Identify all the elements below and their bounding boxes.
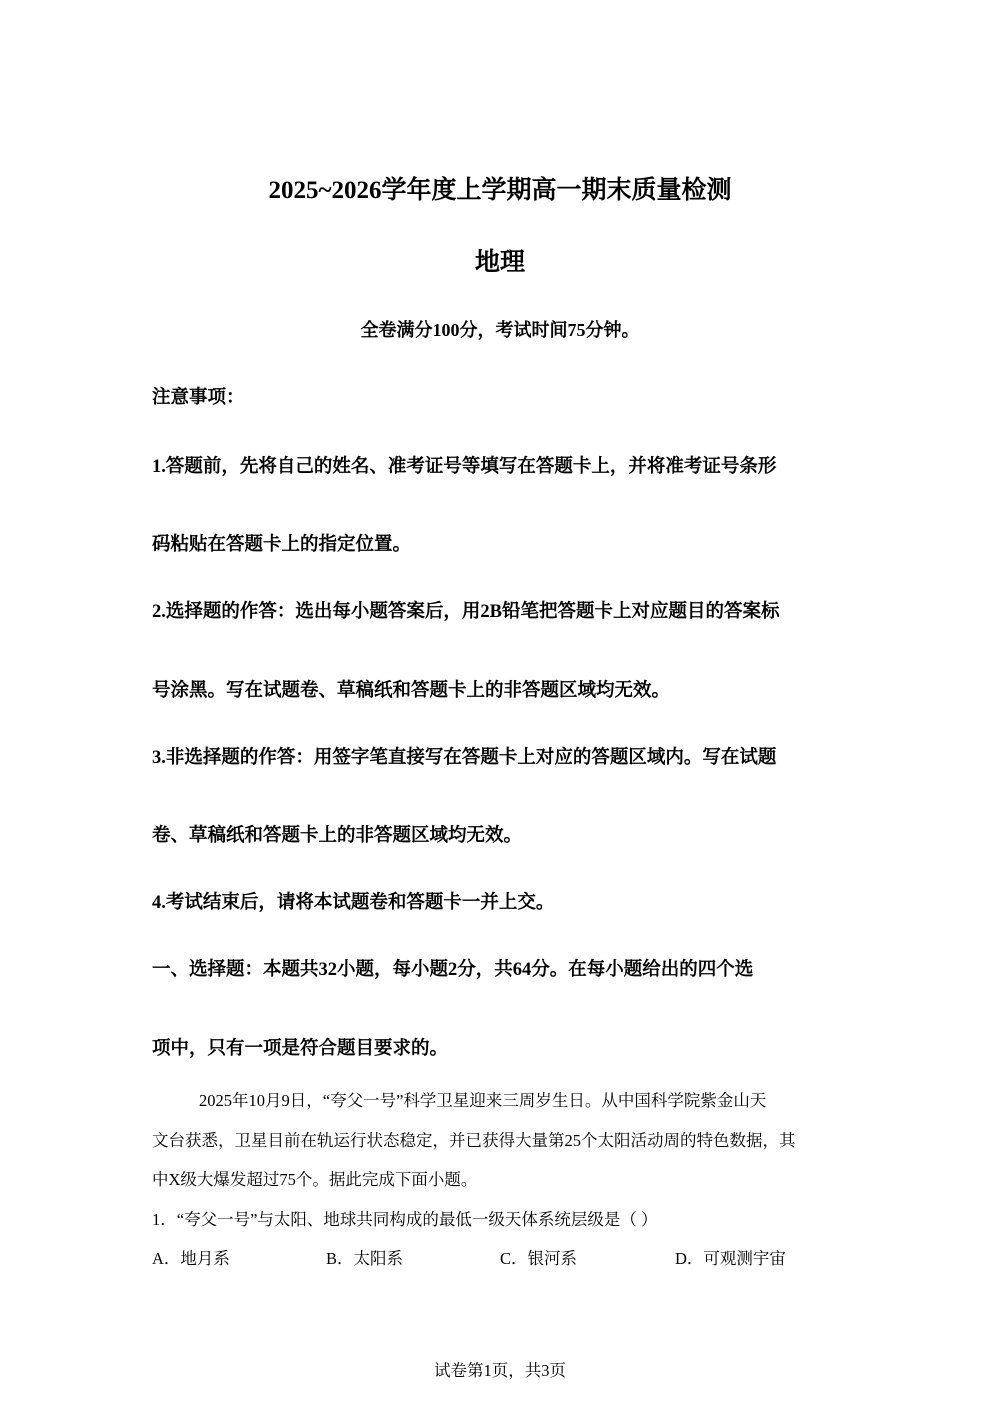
- subject-title: 地理: [474, 249, 525, 276]
- passage-line-1: 2025年10月9日，“夸父一号”科学卫星迎来三周岁生日。从中国科学院紫金山天: [199, 1091, 767, 1110]
- note-1-line-2: 码粘贴在答题卡上的指定位置。: [152, 535, 412, 555]
- score-time-info: 全卷满分100分，考试时间75分钟。: [360, 320, 640, 340]
- notes-heading: 注意事项：: [152, 388, 245, 408]
- section-1-heading-line-2: 项中，只有一项是符合题目要求的。: [152, 1039, 449, 1059]
- passage-line-2: 文台获悉，卫星目前在轨运行状态稳定，并已获得大量第25个太阳活动周的特色数据，其: [152, 1131, 796, 1150]
- note-4: 4.考试结束后，请将本试题卷和答题卡一并上交。: [152, 893, 555, 913]
- question-1-option-c: C．银河系: [500, 1249, 578, 1268]
- note-1-line-1: 1.答题前，先将自己的姓名、准考证号等填写在答题卡上，并将准考证号条形: [152, 457, 777, 477]
- question-1-option-a: A．地月系: [152, 1249, 230, 1268]
- note-3-line-1: 3.非选择题的作答：用签字笔直接写在答题卡上对应的答题区域内。写在试题: [152, 748, 777, 768]
- exam-title: 2025~2026学年度上学期高一期末质量检测: [268, 177, 732, 204]
- question-1-option-d: D．可观测宇宙: [675, 1249, 786, 1268]
- section-1-heading-line-1: 一、选择题：本题共32小题，每小题2分，共64分。在每小题给出的四个选: [152, 960, 754, 980]
- question-1-option-b: B．太阳系: [326, 1249, 404, 1268]
- note-3-line-2: 卷、草稿纸和答题卡上的非答题区域均无效。: [152, 826, 523, 846]
- page-footer: 试卷第1页，共3页: [434, 1361, 566, 1380]
- note-2-line-2: 号涂黑。写在试题卷、草稿纸和答题卡上的非答题区域均无效。: [152, 681, 671, 701]
- passage-line-3: 中X级大爆发超过75个。据此完成下面小题。: [152, 1170, 478, 1189]
- question-1-stem: 1．“夸父一号”与太阳、地球共同构成的最低一级天体系统层级是（ ）: [152, 1210, 658, 1229]
- note-2-line-1: 2.选择题的作答：选出每小题答案后，用2B铅笔把答题卡上对应题目的答案标: [152, 602, 780, 622]
